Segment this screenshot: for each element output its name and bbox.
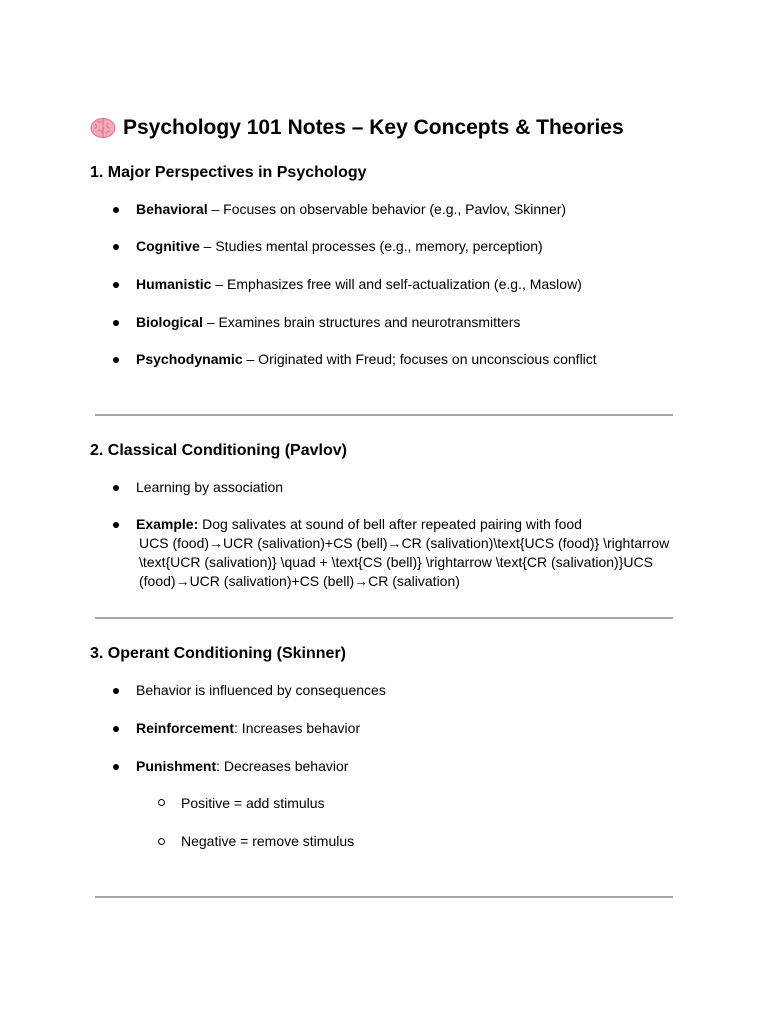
list-item: Humanistic – Emphasizes free will and self-actualization (e.g., Maslow) <box>136 276 582 292</box>
bullet-icon <box>113 688 119 694</box>
bullet-icon <box>113 357 119 363</box>
sub-list-item: Positive = add stimulus <box>181 795 325 811</box>
horizontal-divider <box>95 896 673 898</box>
bullet-icon <box>113 726 119 732</box>
hollow-bullet-icon <box>158 799 165 806</box>
horizontal-divider <box>95 414 673 416</box>
hollow-bullet-icon <box>158 838 165 845</box>
brain-icon <box>90 117 116 139</box>
bullet-icon <box>113 522 119 528</box>
bullet-icon <box>113 244 119 250</box>
section-heading-classical-conditioning: 2. Classical Conditioning (Pavlov) <box>90 442 347 459</box>
title-text: Psychology 101 Notes – Key Concepts & Theories <box>123 116 624 139</box>
horizontal-divider <box>95 617 673 619</box>
list-item: Behavioral – Focuses on observable behavior (e.g., Pavlov, Skinner) <box>136 201 567 217</box>
list-item: Reinforcement: Increases behavior <box>136 720 361 736</box>
bullet-icon <box>113 764 119 770</box>
page-title <box>90 116 624 140</box>
list-item-example: Example: Dog salivates at sound of bell after repeated pairing with food UCS (food)→UCR (salivation)+CS (bell)→CR (salivation)\text{UCS (food)} \rightarrow \text{UCR (salivation)} \quad + \text{CS (bell)} \rightarrow \text{CR (salivation)}UCS (food)→UCR (salivation)+CS (bell)→CR (salivation) <box>136 515 676 591</box>
conditioning-formula: UCS (food)→UCR (salivation)+CS (bell)→CR (salivation)\text{UCS (food)} \rightarrow \text{UCR (salivation)} \quad + \text{CS (bell)} \rightarrow \text{CR (salivation)}UCS (food)→UCR (salivation)+CS (bell)→CR (salivation) <box>139 535 670 589</box>
list-item: Behavior is influenced by consequences <box>136 682 386 698</box>
sub-list-item: Negative = remove stimulus <box>181 833 355 849</box>
section-heading-operant-conditioning: 3. Operant Conditioning (Skinner) <box>90 645 346 662</box>
list-item: Biological – Examines brain structures and neurotransmitters <box>136 314 521 330</box>
list-item: Learning by association <box>136 479 284 495</box>
bullet-icon <box>113 320 119 326</box>
section-heading-perspectives: 1. Major Perspectives in Psychology <box>90 164 367 181</box>
bullet-icon <box>113 282 119 288</box>
list-item: Psychodynamic – Originated with Freud; focuses on unconscious conflict <box>136 351 597 367</box>
bullet-icon <box>113 485 119 491</box>
bullet-icon <box>113 207 119 213</box>
list-item: Cognitive – Studies mental processes (e.g., memory, perception) <box>136 238 543 254</box>
list-item: Punishment: Decreases behavior <box>136 758 349 774</box>
